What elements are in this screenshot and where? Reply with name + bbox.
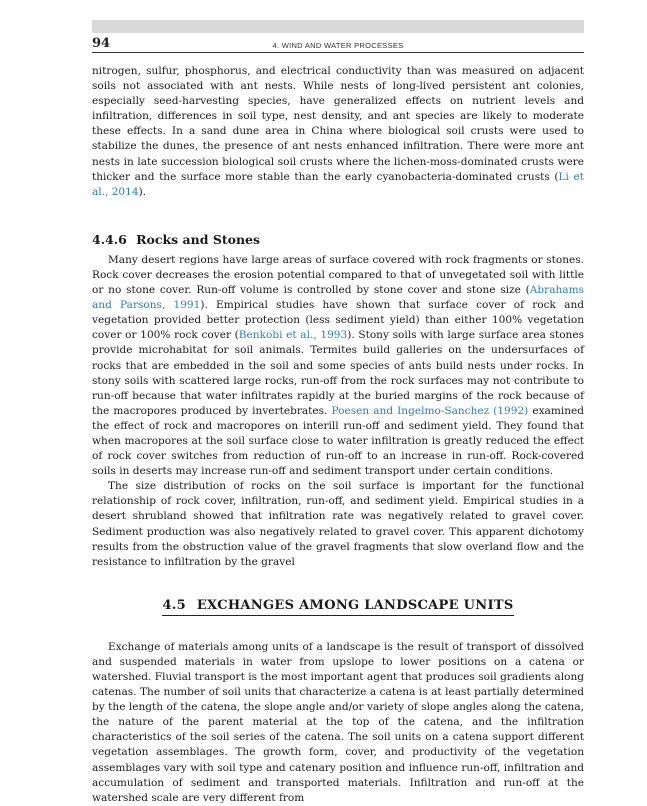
paragraph-rock-size-distribution: The size distribution of rocks on the soil surface is important for the functional relationship of rock cover, infiltration, run-off, and sediment yield. Empirical studies in a desert shrubland showed that infiltration rate was negatively related to gravel cover. Sediment production was also negatively related to gravel cover. This apparent dichotomy results from the obstruction value of the gravel fragments that slow overland flow and the resistance to infiltration by the gravel	[92, 480, 584, 568]
running-head: 4. WIND AND WATER PROCESSES	[272, 41, 404, 50]
citation-link[interactable]: Benkobi et al., 1993	[238, 329, 348, 342]
citation-link[interactable]: Abrahams and Parsons, 1991	[92, 284, 584, 312]
header-bar	[92, 20, 584, 33]
paragraph-ant-nests: nitrogen, sulfur, phosphorus, and electrical conductivity than was measured on adjacent soils not associated with ant nests. While nests of long-lived persistent ant colonies, especially seed-harvesting species, have generalized effects on nutrient levels and infiltration, differences in soil type, nest density, and ant species are likely to moderate these effects. In a sand dune area in China where biological soil crusts were used to stabilize the dunes, the presence of ant nests enhanced infiltration. There were more ant nests in late succession biological soil crusts where the lichen-moss-dominated crusts were thicker and the surface more stable than the early cyanobacteria-dominated crusts (Li et al., 2014).	[92, 65, 584, 198]
page-number: 94	[92, 36, 111, 51]
section-heading-wrapper	[92, 594, 584, 616]
paragraph-rock-cover: Many desert regions have large areas of surface covered with rock fragments or stones. Rock cover decreases the erosion potential compared to that of unvegetated soil with little or no stone cover. Run-off volume is controlled by stone cover and stone size (Abrahams and Parsons, 1991). Empirical studies have shown that surface cover of rock and vegetation provided better protection (less sediment yield) than either 100% vegetation cover or 100% rock cover (Benkobi et al., 1993). Stony soils with large surface area stones provide microhabitat for soil animals. Termites build galleries on the undersurfaces of rocks that are embedded in the soil and some species of ants build nests under rocks. In stony soils with scattered large rocks, run-off from the rock surfaces may not contribute to run-off because that water infiltrates rapidly at the buried margins of the rock because of the macropores produced by invertebrates. Poesen and Ingelmo-Sanchez (1992) examined the effect of rock and macropores on interill run-off and sediment yield. They found that when macropores at the soil surface close to water infiltration is greatly reduced the effect of rock cover switches from reduction of run-off to an increase in run-off. Rock-covered soils in deserts may increase run-off and sediment transport under certain conditions.	[92, 253, 584, 478]
citation-link[interactable]: Li et al., 2014	[92, 170, 584, 198]
section-heading-exchanges: 4.5 EXCHANGES AMONG LANDSCAPE UNITS	[162, 598, 513, 616]
header-rule	[92, 52, 584, 53]
section-heading-rocks-and-stones: 4.4.6 Rocks and Stones	[92, 231, 261, 247]
page-body	[92, 64, 584, 806]
citation-link[interactable]: Poesen and Ingelmo-Sanchez (1992)	[331, 404, 529, 417]
paragraph-landscape-exchange: Exchange of materials among units of a landscape is the result of transport of dissolved and suspended materials in water from upslope to lower positions on a catena or watershed. Fluvial transport is the most important agent that produces soil gradients along catenas. The number of soil units that characterize a catena is at least partially determined by the length of the catena, the slope angle and/or variety of slope angles along the catena, the nature of the parent material at the top of the catena, and the infiltration characteristics of the soil series of the catena. The soil units on a catena support different vegetation assemblages. The growth form, cover, and productivity of the vegetation assemblages vary with soil type and catenary position and influence run-off, infiltration and accumulation of sediment and transported materials. Infiltration and run-off at the watershed scale are very different from	[92, 640, 584, 804]
